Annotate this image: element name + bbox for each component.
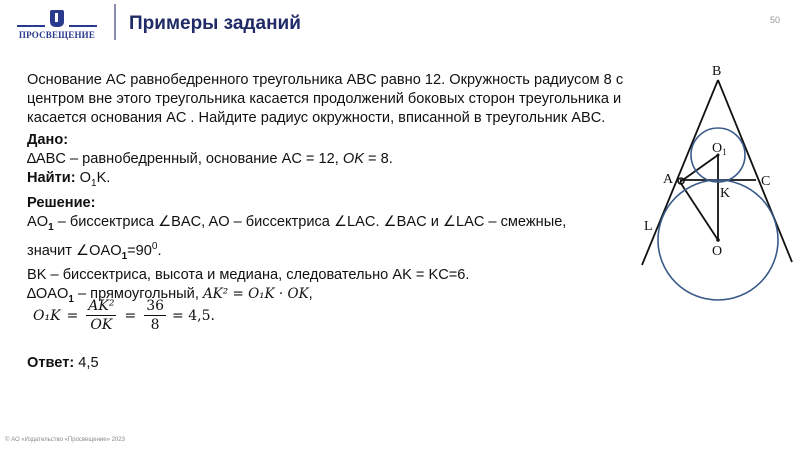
page-title: Примеры заданий: [129, 13, 301, 34]
find-value-end: K.: [96, 170, 111, 186]
formula-lhs: O₁K: [33, 307, 61, 324]
solution-line-1: [27, 213, 617, 237]
formula-equals: =: [66, 307, 79, 324]
text: – прямоугольный,: [73, 285, 203, 302]
text: .: [157, 242, 162, 259]
segment-a-o: [680, 182, 718, 240]
answer-value: 4,5: [74, 355, 99, 371]
fraction-36-8: [144, 298, 166, 333]
geometry-diagram: [630, 55, 800, 315]
formula-result: = 4,5.: [172, 307, 215, 324]
text: ∆OAO: [27, 285, 69, 302]
text: значит ∠OAO: [27, 242, 122, 259]
inline-formula: AK² = O₁K · OK: [202, 285, 309, 302]
answer-line: [27, 355, 99, 371]
subscript: 1: [48, 221, 54, 233]
subscript: 1: [68, 293, 74, 305]
label-l: L: [644, 219, 653, 234]
formula-equals: =: [124, 307, 137, 324]
find-value: O: [75, 170, 92, 186]
given-text-end: = 8.: [363, 151, 393, 167]
find-subscript: 1: [91, 177, 97, 189]
answer-label: Ответ:: [27, 355, 75, 371]
superscript: 0: [151, 240, 158, 252]
problem-statement: Основание AC равнобедренного треугольника ABC равно 12. Окружность радиусом 8 с центром вне этого треугольника касается продолжений боковых сторон треугольника и касается основания AC . Найдите радиус окружности, вписанной в треугольник ABC.: [27, 72, 624, 126]
solution-line-3: BK – биссектриса, высота и медиана, следовательно AK = KC=6.: [27, 266, 470, 283]
solution-section: [27, 194, 617, 309]
logo-line-right: [69, 25, 97, 27]
find-line: [27, 169, 393, 193]
text: =90: [127, 242, 152, 259]
logo-line-left: [17, 25, 45, 27]
label-a: A: [663, 172, 674, 187]
label-c: C: [761, 174, 771, 189]
label-b: B: [712, 64, 722, 79]
solution-line-2: [27, 237, 617, 266]
fraction-numerator: 36: [146, 298, 165, 314]
text: – биссектриса ∠BAC, AO – биссектриса ∠LAC. ∠BAC и ∠LAC – смежные,: [53, 214, 567, 230]
copyright-footer: © АО «Издательство «Просвещение» 2023: [5, 437, 125, 443]
given-variable: OK: [342, 151, 364, 167]
fraction-ak-ok: [86, 298, 116, 333]
text: AO: [27, 214, 49, 230]
point-o: [716, 238, 720, 242]
label-k: K: [720, 186, 731, 201]
given-heading: Дано:: [27, 132, 69, 148]
solution-heading: Решение:: [27, 195, 96, 211]
given-line: [27, 150, 393, 169]
given-section: [27, 131, 393, 193]
label-o1: $O_1$: [712, 141, 727, 157]
logo-emblem-icon: [50, 10, 64, 27]
subscript: 1: [121, 250, 128, 262]
side-ba-extended: [642, 80, 718, 265]
fraction-numerator: AK²: [88, 298, 115, 314]
side-bc-extended: [718, 80, 792, 262]
header-divider: [114, 4, 116, 40]
display-formula: [33, 298, 215, 333]
page-number: 50: [770, 15, 781, 25]
fraction-denominator: 8: [150, 317, 160, 333]
given-text: ∆ABC – равнобедренный, основание AC = 12,: [27, 151, 343, 167]
label-o: O: [712, 244, 723, 259]
fraction-denominator: OK: [90, 317, 113, 333]
logo-text: ПРОСВЕЩЕНИЕ: [18, 30, 96, 40]
text: ,: [308, 285, 313, 302]
publisher-logo: [14, 10, 100, 44]
find-heading: Найти:: [27, 170, 76, 186]
